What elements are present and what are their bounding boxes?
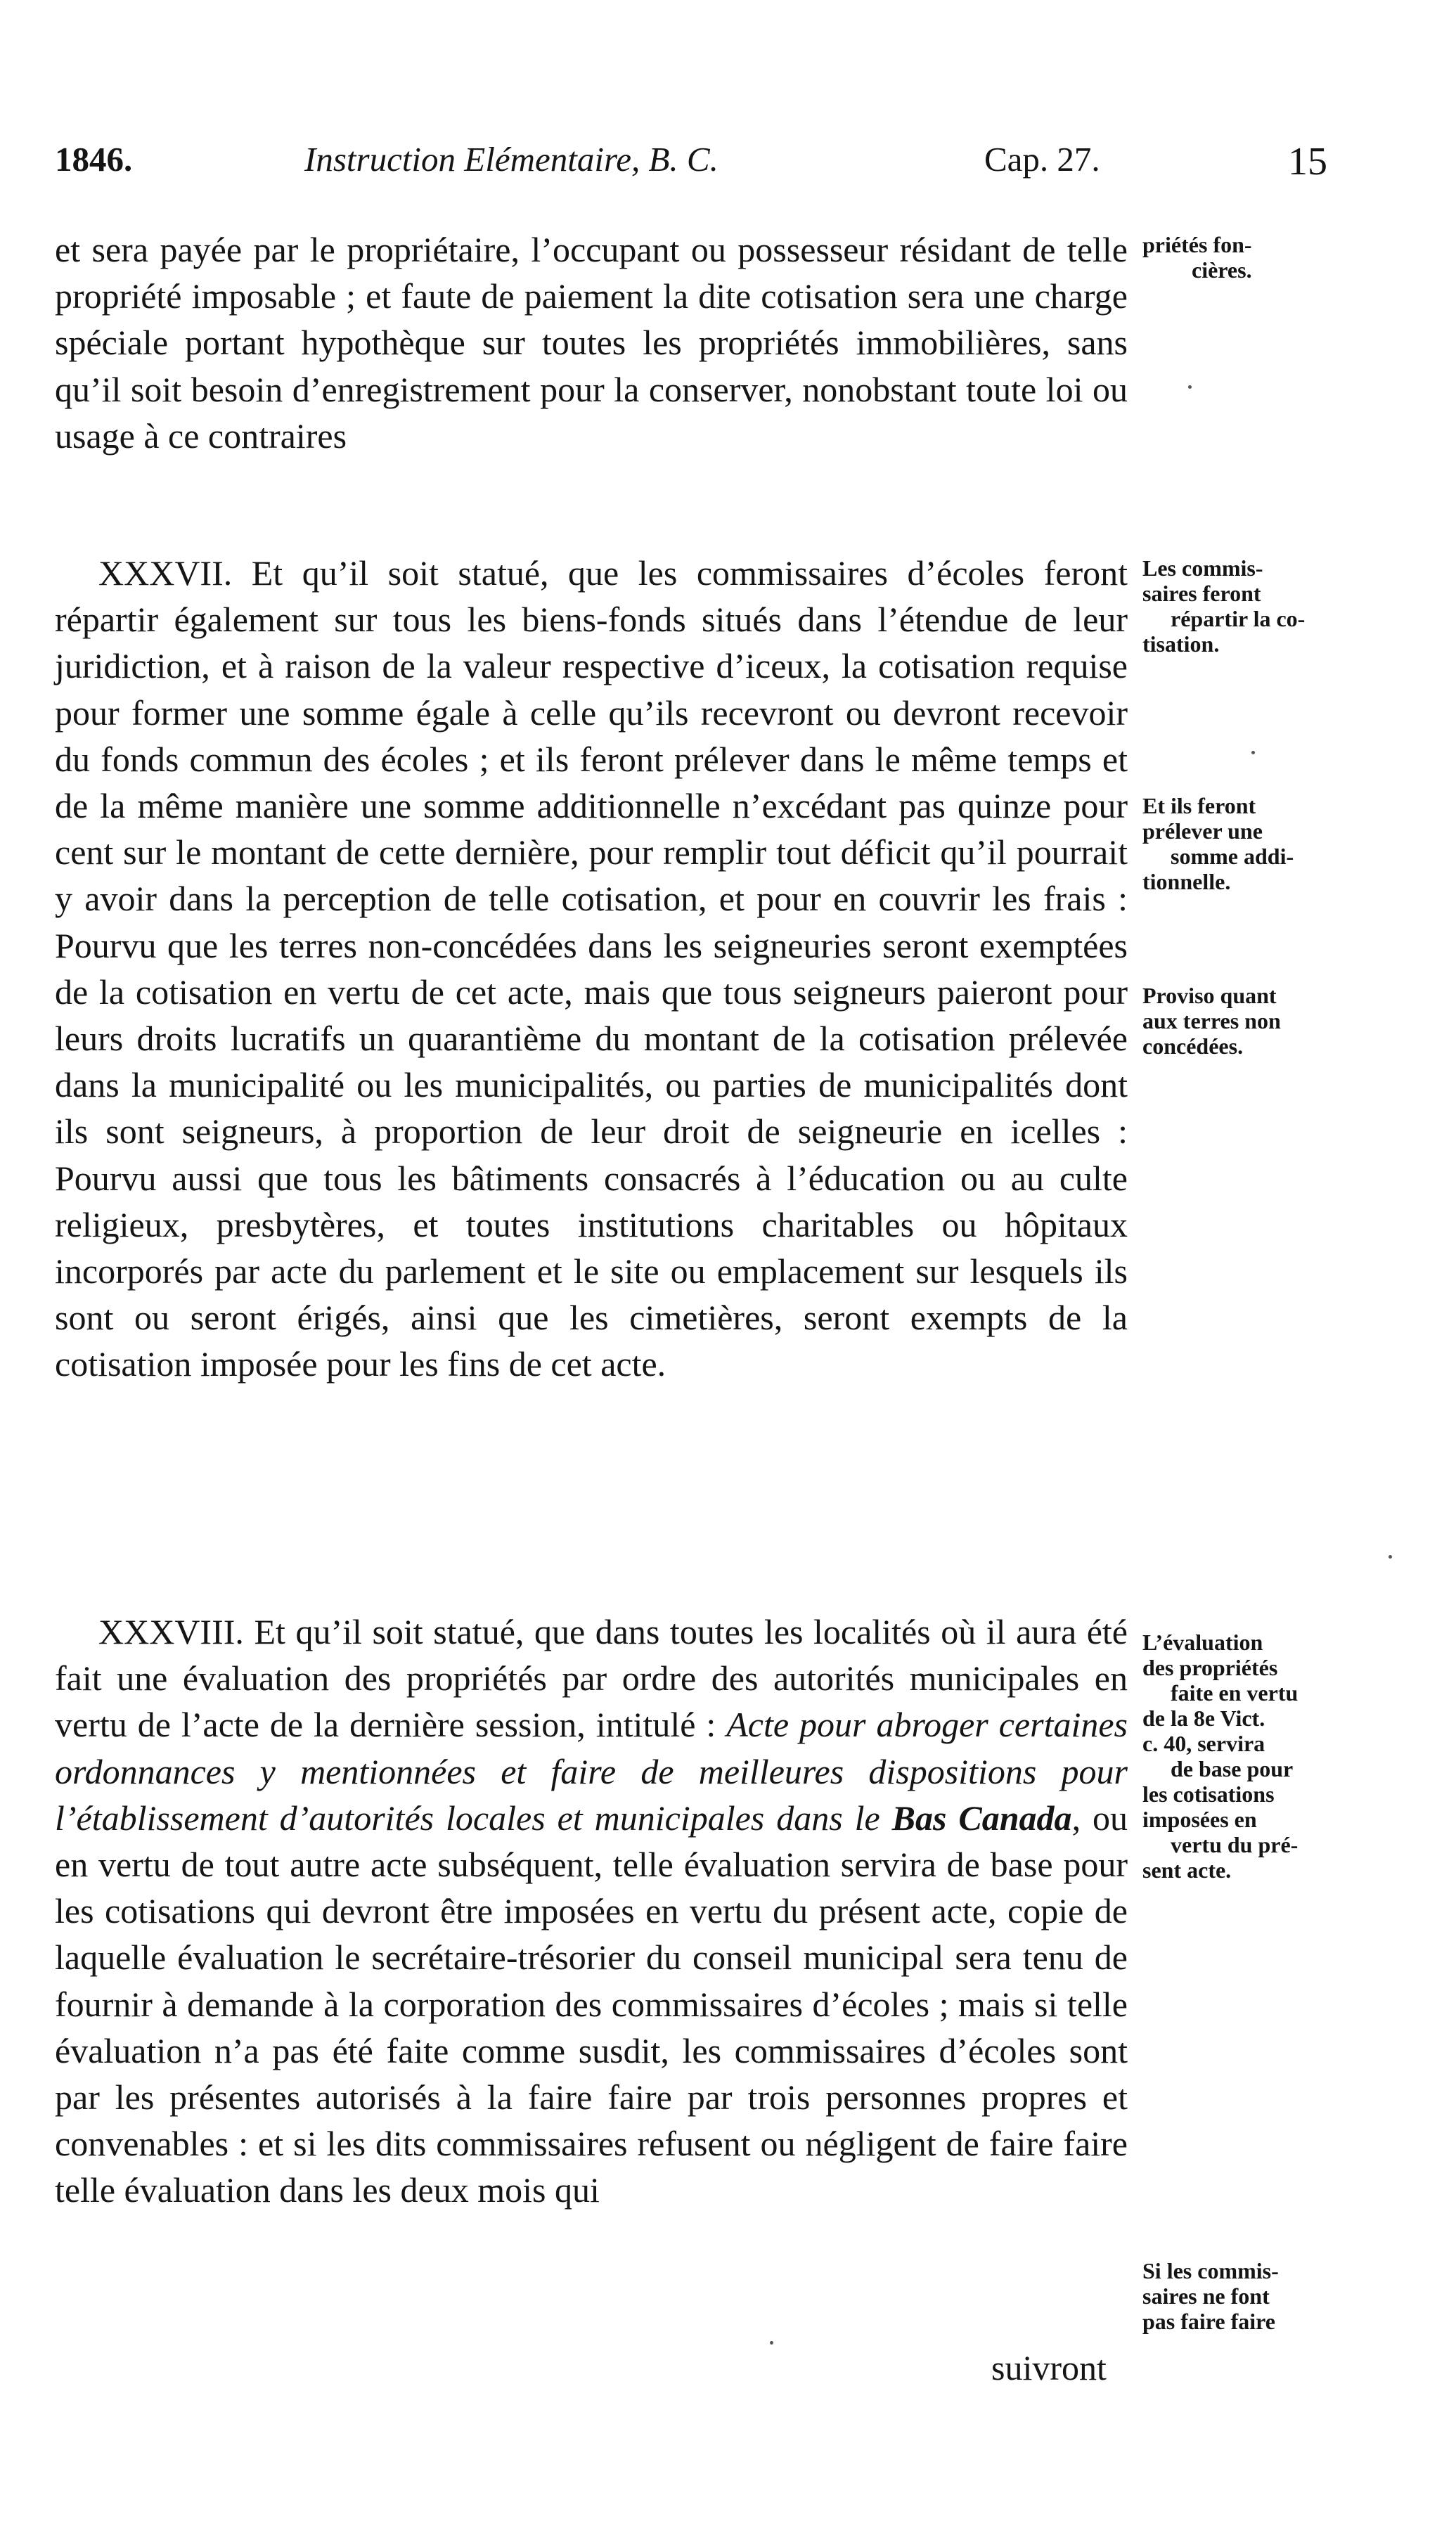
paragraph-section-38 — [55, 1609, 1128, 2214]
margin-note-line: Si les commis- — [1142, 2258, 1279, 2283]
margin-note-5 — [1142, 1630, 1353, 1883]
margin-note-line: de base pour — [1171, 1756, 1294, 1781]
margin-note-line: les cotisations — [1142, 1781, 1275, 1807]
page-number: 15 — [1288, 140, 1327, 183]
margin-note-line: cières. — [1192, 257, 1252, 283]
margin-note-line: tionnelle. — [1142, 869, 1231, 894]
margin-note-line: L’évaluation — [1142, 1630, 1263, 1655]
header-title: Instruction Elémentaire, B. C. — [304, 140, 719, 179]
margin-note-line: de la 8e Vict. — [1142, 1706, 1265, 1731]
margin-note-1 — [1142, 232, 1353, 283]
margin-note-line: saires feront — [1142, 581, 1261, 606]
margin-note-line: saires ne font — [1142, 2283, 1270, 2309]
margin-note-line: répartir la co- — [1171, 606, 1306, 631]
header-chapter: Cap. 27. — [984, 140, 1100, 179]
margin-note-line: prélever une — [1142, 818, 1263, 844]
ink-speck — [770, 2341, 773, 2345]
margin-note-line: somme addi- — [1171, 844, 1294, 869]
act-title-place: Bas Canada — [891, 1798, 1072, 1838]
margin-note-line: Les commis- — [1142, 555, 1263, 581]
margin-note-line: tisation. — [1142, 631, 1220, 657]
ink-speck — [1251, 751, 1255, 754]
margin-note-line: c. 40, servira — [1142, 1731, 1265, 1756]
header-year: 1846. — [55, 140, 133, 179]
margin-note-line: pas faire faire — [1142, 2309, 1275, 2334]
margin-note-line: sent acte. — [1142, 1857, 1232, 1883]
margin-note-line: aux terres non — [1142, 1008, 1281, 1033]
margin-note-line: priétés fon- — [1142, 232, 1252, 257]
margin-note-line: imposées en — [1142, 1807, 1257, 1832]
margin-note-line: faite en vertu — [1171, 1680, 1299, 1706]
section-38-text-end: , ou en vertu de tout autre acte subséquent, telle évaluation servira de base pour les cotisations qui devront être imposées en vertu du présent acte, copie de laquelle évaluation le secrétaire-trésorier du conseil municipal sera tenu de fournir à demande à la corporation des commissaires d’écoles ; mais si telle évaluation n’a pas été faite comme susdit, les commissaires d’écoles sont par les présentes autorisés à la faire faire par trois personnes propres et convenables : et si les dits commissaires refusent ou négligent de faire faire telle évaluation dans les deux mois qui — [55, 1798, 1128, 2210]
act-title: Acte pour abroger certaines ordonnances y mentionnées et faire de meilleures dispositions pour l’établissement d’autorités locales et municipales dans le — [55, 1705, 1128, 1838]
margin-note-line: Et ils feront — [1142, 793, 1256, 818]
paragraph-section-37: XXXVII. Et qu’il soit statué, que les commissaires d’écoles feront répartir également sur tous les biens-fonds situés dans l’étendue de leur juridiction, et à raison de la valeur respective d’iceux, la cotisation requise pour former une somme égale à celle qu’ils recevront ou devront recevoir du fonds commun des écoles ; et ils feront prélever dans le même temps et de la même manière une somme additionnelle n’excédant pas quinze pour cent sur le montant de cette dernière, pour remplir tout déficit qu’il pourrait y avoir dans la perception de telle cotisation, et pour en couvrir les frais : Pourvu que les terres non-concédées dans les seigneuries seront exemptées de la cotisation en vertu de cet acte, mais que tous seigneurs paieront pour leurs droits lucratifs un quarantième du montant de la cotisation prélevée dans la municipalité ou les municipalités, ou parties de municipalités dont ils sont seigneurs, à proportion de leur droit de seigneurie en icelles : Pourvu aussi que tous les bâtiments consacrés à l’éducation ou au culte religieux, presbytères, et toutes institutions charitables ou hôpitaux incorporés par acte du parlement et le site ou emplacement sur lesquels ils sont ou seront érigés, ainsi que les cimetières, seront exempts de la cotisation imposée pour les fins de cet acte. — [55, 553, 1128, 1384]
ink-speck — [1389, 1555, 1392, 1559]
paragraph-continuation: et sera payée par le propriétaire, l’occupant ou possesseur résidant de telle propriété imposable ; et faute de paiement la dite cotisation sera une charge spéciale portant hypothèque sur toutes les propriétés immobilières, sans qu’il soit besoin d’enregistrement pour la conserver, nonobstant toute loi ou usage à ce contraires — [55, 230, 1128, 456]
margin-note-line: concédées. — [1142, 1033, 1244, 1059]
margin-note-line: Proviso quant — [1142, 983, 1277, 1008]
catchword: suivront — [991, 2348, 1107, 2387]
page-header — [55, 139, 1327, 188]
margin-note-line: des propriétés — [1142, 1655, 1278, 1680]
section-38-text-start: XXXVIII. Et qu’il soit statué, que dans toutes les localités où il aura été fait une évaluation des propriétés par ordre des autorités municipales en vertu de l’acte de la dernière session, intitulé : — [55, 1612, 1128, 1745]
margin-note-2 — [1142, 555, 1353, 657]
margin-note-3 — [1142, 793, 1353, 894]
margin-note-4 — [1142, 983, 1353, 1059]
ink-speck — [1188, 385, 1192, 389]
margin-note-6 — [1142, 2258, 1353, 2334]
margin-note-line: vertu du pré- — [1171, 1832, 1299, 1857]
